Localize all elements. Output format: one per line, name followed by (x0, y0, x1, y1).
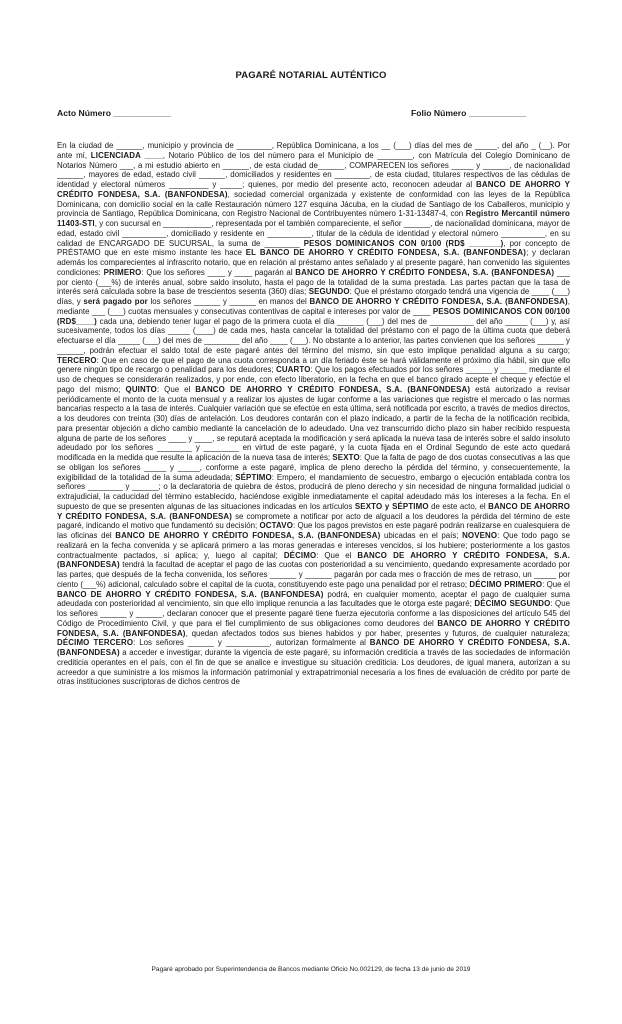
body-bold-text: SEXTO (332, 453, 360, 462)
document-footer: Pagaré aprobado por Superintendencia de Bancos mediante Oficio No.002129, de fecha 13 de junio de 2019 (151, 966, 471, 973)
body-text: , sociedad comercial organizada y existente de conformidad con las leyes de la República Dominicana, con domicilio social en la calle Restauración número 127 esquina Jácuba, en la ciudad de Santiago de los Caballeros, municipio y provincia de Santiago, República Dominicana, con Registro Nacional de Contribuyentes número 1-31-13487-4, con (57, 189, 570, 219)
body-text: : Que el (156, 384, 196, 394)
body-bold-text: PRIMERO (103, 267, 142, 277)
body-bold-text: BANCO DE AHORRO Y CRÉDITO FONDESA, S.A. (BANFONDESA) (195, 384, 471, 394)
body-text: a acceder e investigar, durante la vigencia de este pagaré, su información crediticia a través de las sociedades de información crediticia operantes en el país, con el fin de que se analice e investigue su situación crediticia. Los deudores, de igual manera, autorizan a su acreedor a que suministre a los mismos la información patrimonial y extrapatrimonial necesaria a los fines de evaluación de crédito por parte de otras instituciones suscriptoras de dichos centros de (57, 648, 570, 687)
body-bold-text: BANCO DE AHORRO Y CRÉDITO FONDESA, S.A. (BANFONDESA) (57, 638, 570, 657)
body-text: : Que el préstamo otorgado tendrá una vigencia de ____ (___) días, y (57, 287, 570, 306)
body-bold-text: BANCO DE AHORRO Y CRÉDITO FONDESA, S.A. (BANFONDESA) (57, 618, 570, 638)
body-bold-text: QUINTO (125, 384, 157, 394)
body-bold-text: TERCERO (57, 355, 97, 365)
body-text: En la ciudad de ______, municipio y provincia de ________, República Dominicana, a los __ (___) días del mes de _____, del año _ (__). Por ante mí, (57, 141, 570, 160)
body-text: tendrá la facultad de aceptar el pago de las cuotas con posterioridad a su vencimiento, quedando expresamente acordado por las partes, que después de la fecha convenida, los señores ______ y ______ pagarán por cada mes o fracción de mes de retraso, un _____ por ciento (___%) adicional, calculado sobre el capital de la cuota, constituyendo este pago una penalidad por el retraso; (57, 560, 570, 589)
body-text: se compromete a notificar por acto de alguacil a los deudores la pérdida del término de este pagaré, indicando el motivo que fundamentó su decisión; (57, 511, 570, 531)
body-bold-text: BANCO DE AHORRO Y CRÉDITO FONDESA, S.A. (BANFONDESA) (57, 589, 324, 599)
body-bold-text: DÉCIMO (283, 550, 317, 560)
body-bold-text: NOVENO (462, 531, 498, 540)
body-bold-text: BANCO DE AHORRO Y CRÉDITO FONDESA, S.A. (BANFONDESA) (57, 501, 570, 521)
body-text: cada una, debiendo tener lugar el pago de la primera cuota el día ______ (___) del mes de __________ del año _____ (___) y, así sucesivamente, todos los días _____ (____) de cada mes, hasta cancelar la totalidad del préstamo con el pago de la última cuota que deberá efectuarse el día _____ (___) del mes de ________ del año ____ (___). No obstante a lo anterior, las partes convienen que los señores ______ y ______, podrán efectuar el saldo total de este pagaré antes del término del mismo, sin que esto implique penalidad alguna a su cargo; (57, 316, 570, 355)
body-bold-text: OCTAVO (259, 521, 293, 531)
body-text: : Que el (316, 550, 358, 560)
body-text: ; y declaran además los comparecientes al infrascrito notario, que en relación al préstamo antes señalado y al presente pagaré, han convenido las siguientes condiciones: (57, 248, 570, 277)
body-text: : Que los señores ____ y ____ pagarán al (141, 267, 296, 277)
body-text: : Que los pagos efectuados por los señores ______ y ______ mediante el uso de cheques se considerarán realizados, y por ende, con efecto liberatorio, en la fecha en que el banco girado acepte el cheque y efectúe el pago del mismo; (57, 365, 570, 394)
body-text: los señores ______ y ______ en manos del (147, 297, 310, 306)
body-bold-text: DÉCIMO PRIMERO (469, 579, 543, 589)
body-text: está autorizado a revisar periódicamente el monto de la cuota mensual y a realizar los ajustes de lugar conforme a las variaciones que registre el mercado o las normas bancarias respecto a la tasa de interés. Cualquier variación que se efectúe en esta última, será notificada por escrito, a través de medios directos, a los deudores con treinta (30) días de antelación. Los deudores contarán con el plazo indicado, a partir de la fecha de la notificación recibida, para presentar objeción a dicho cambio mediante la cancelación de lo adeudado. Una vez transcurrido dicho plazo sin haber recibido respuesta alguna de parte de los señores ____ y ____, se reputará aceptada la modificación y será aplicada la nueva tasa de interés sobre el saldo insoluto adeudado por los señores ________ y ________ en virtud de este pagaré, y la cuota fijada en el Ordinal Segundo de este acto quedará modificada en la medida que resulte la aplicación de la nueva tasa de interés; (57, 384, 570, 462)
body-text: : Los señores ______ y __________, autorizan formalmente al (133, 638, 370, 648)
body-bold-text: BANCO DE AHORRO Y CRÉDITO FONDESA, S.A. (BANFONDESA) (309, 297, 568, 306)
folio-numero: Folio Número ____________ (411, 108, 527, 118)
document-title: PAGARÉ NOTARIAL AUTÉNTICO (235, 70, 387, 81)
body-text: : Que todo pago se realizará en la fecha convenida y se aplicará primero a las moras generadas e intereses vencidos, si los hubiere; posteriormente a los gastos contractualmente pactados, si aplica; y, luego al capital; (57, 531, 570, 560)
body-text: : Que en caso de que el pago de una cuota corresponda a un día feriado éste se hará válidamente el próximo día hábil, sin que ello genere ningún tipo de recargo o penalidad para los deudores; (57, 355, 570, 375)
body-text: ___ por ciento (___%) de interés anual, sobre saldo insoluto, hasta el pago de la totalidad de la suma prestada. Las partes pactan que la tasa de interés será calculada sobre la base de trescientos sesenta (360) días; (57, 267, 570, 297)
body-bold-text: DÉCIMO TERCERO (57, 638, 134, 648)
body-bold-text: SEXTO y SÉPTIMO (354, 501, 429, 511)
body-bold-text: SÉPTIMO (235, 472, 272, 482)
body-bold-text: BANCO DE AHORRO Y CRÉDITO FONDESA, S.A. (BANFONDESA) (115, 531, 381, 540)
document-body (57, 141, 570, 946)
body-paragraph (57, 141, 570, 687)
body-bold-text: LICENCIADA ____ (90, 150, 163, 160)
body-text: : Que el (542, 579, 570, 589)
body-bold-text: PESOS DOMINICANOS CON 0/100 (RD$ _______) (303, 238, 504, 248)
body-text: : Empero, el mandamiento de secuestro, embargo o ejecución entablada contra los señores ________ y ______; o la declaratoria de quiebra de éstos, producirá de pleno derecho y sin necesidad de ninguna formalidad judicial o extrajudicial, la caducidad del término establecido, haciéndose exigible inmediatamente el capital adeudado más los intereses a la fecha. En el supuesto de que se presenten algunas de las situaciones indicadas en los artículos (57, 472, 570, 511)
body-bold-text: DÉCIMO SEGUNDO (474, 599, 551, 609)
body-bold-text: Registro Mercantil número 11403-STI (57, 209, 570, 228)
body-text: ubicadas en el país; (380, 531, 463, 540)
body-text: : Que la falta de pago de dos cuotas consecutivas a las que se obligan los señores _____ y _____, conforme a este pagaré, implica de pleno derecho la pérdida del término, y consecuentemente, la exigibilidad de la totalidad de la suma adeudada; (57, 453, 570, 482)
body-bold-text: EL BANCO DE AHORRO Y CRÉDITO FONDESA, S.A. (BANFONDESA) (245, 248, 527, 258)
body-bold-text: SEGUNDO (308, 287, 350, 297)
body-bold-text: BANCO DE AHORRO Y CRÉDITO FONDESA, S.A. (BANFONDESA) (57, 180, 570, 199)
body-text: podrá, en cualquier momento, aceptar el pago de cualquier suma adeudada con posterioridad al vencimiento, sin que ello implique renuncia a las facultades que le otorga este pagaré; (57, 589, 570, 609)
body-text: , Notario Público de los del número para el Municipio de ________, con Matrícula del Colegio Dominicano de Notarios Número ___, a mi estudio abierto en ______, de esta ciudad de______, COMPARECEN los señores _____ y ______, de nacionalidad ______, mayores de edad, estado civil ______, domiciliados y residentes en ________, de esta ciudad, titulares respectivos de las cédulas de identidad y electoral números _________ y _____; quienes, por medio del presente acto, reconocen adeudar al (57, 150, 570, 189)
body-text: , por concepto de PRÉSTAMO que en este mismo instante les hace (57, 238, 570, 258)
body-bold-text: CUARTO (275, 365, 311, 375)
body-bold-text: BANCO DE AHORRO Y CRÉDITO FONDESA, S.A. (BANFONDESA) (57, 550, 570, 570)
body-text: , quedan afectados todos sus bienes habidos y por haber, presentes y futuros, de cualquier naturaleza; (185, 628, 570, 638)
body-text: : Que los pagos previstos en este pagaré podrán realizarse en cualesquiera de las oficinas del (57, 521, 570, 540)
body-text: : Que los señores ______ y ______, declaran conocer que el presente pagaré tiene fuerza ejecutoria conforme a las disposiciones del artículo 545 del Código de Procedimiento Civil, y que para el fiel cumplimiento de sus obligaciones como deudores del (57, 599, 570, 628)
body-bold-text: BANCO DE AHORRO Y CRÉDITO FONDESA, S.A. (BANFONDESA) (295, 267, 555, 277)
acto-numero: Acto Número ____________ (57, 108, 171, 118)
body-bold-text: será pagado por (83, 297, 148, 306)
body-text: , mediante ___ (___) cuotas mensuales y consecutivas contentivas de capital e intereses por valor de ____ (57, 297, 570, 316)
body-text: de este acto, el (428, 501, 489, 511)
body-text: , y con sucursal en ___________, representada por el también compareciente, el señor ______, de nacionalidad dominicana, mayor de edad, estado civil __________, domiciliado y residente en __________, titular de la cédula de identidad y electoral número __________, en su calidad de ENCARGADO DE SUCURSAL, la suma de ________ (57, 219, 570, 248)
body-bold-text: PESOS DOMINICANOS CON 00/100 (RD$____) (57, 306, 570, 326)
